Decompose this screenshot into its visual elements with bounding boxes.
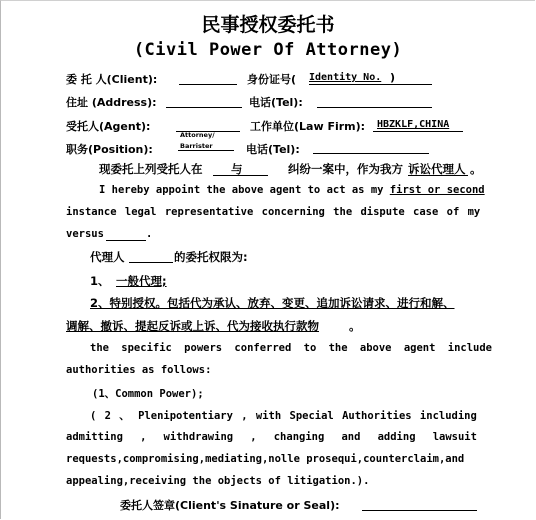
position-value-line1: Attorney/ bbox=[180, 131, 215, 139]
position-label: 职务(Position): bbox=[66, 143, 153, 156]
id-field[interactable] bbox=[309, 84, 432, 85]
pl2-word: and bbox=[341, 431, 361, 443]
appoint-cn-part1: 现委托上列受托人在 bbox=[99, 162, 203, 176]
address-field[interactable] bbox=[166, 107, 242, 108]
appoint-cn-end: 。 bbox=[470, 162, 482, 176]
pl2-word: withdrawing bbox=[163, 431, 234, 443]
item2-line2: 调解、撤诉、提起反诉或上诉、代为接收执行款物 bbox=[66, 319, 319, 333]
appoint-cn-part2: 纠纷一案中，作为我方 bbox=[288, 162, 403, 176]
item2-end: 。 bbox=[349, 319, 361, 333]
powers-agent-field[interactable] bbox=[129, 262, 173, 263]
tel-label: 电话(Tel): bbox=[249, 96, 303, 109]
powers-en-line1: the specific powers conferred to the above agent include bbox=[90, 342, 493, 354]
client-field[interactable] bbox=[179, 84, 237, 85]
appoint-en-line1 bbox=[99, 184, 485, 196]
appoint-cn-and: 与 bbox=[231, 162, 243, 176]
id-label: 身份证号( bbox=[247, 73, 297, 86]
powers-en-line2: authorities as follows: bbox=[66, 364, 212, 376]
agent-label: 受托人(Agent): bbox=[66, 120, 151, 133]
appoint-en-line2-text: instance legal representative concerning the dispute case of my bbox=[66, 206, 481, 218]
law-firm-label: 工作单位(Law Firm): bbox=[250, 120, 366, 133]
law-firm-field[interactable] bbox=[373, 131, 463, 132]
plenipotentiary-line2 bbox=[66, 431, 477, 443]
client-label: 委 托 人(Client): bbox=[66, 73, 158, 86]
powers-label-a: 代理人 bbox=[90, 250, 125, 264]
pl2-word: , bbox=[140, 431, 147, 443]
signature-label: 委托人签章(Client's Sinature or Seal): bbox=[120, 499, 340, 512]
appoint-en-line1-text: I hereby appoint the above agent to act as my bbox=[99, 184, 390, 196]
instance-choice: first or second bbox=[389, 184, 485, 196]
appoint-en-line3: versus bbox=[66, 228, 104, 240]
tel-field[interactable] bbox=[317, 107, 432, 108]
plenipotentiary-line4: appealing,receiving the objects of litigation.). bbox=[66, 475, 370, 487]
law-firm-value: HBZKLF,CHINA bbox=[377, 119, 450, 130]
item1-number: 1、 bbox=[90, 274, 110, 288]
powers-label-b: 的委托权限为: bbox=[174, 250, 248, 264]
tel2-field[interactable] bbox=[313, 153, 429, 154]
versus-field[interactable] bbox=[106, 240, 146, 241]
pl2-word: changing bbox=[273, 431, 325, 443]
tel2-label: 电话(Tel): bbox=[246, 143, 300, 156]
pl2-word: adding bbox=[377, 431, 416, 443]
appoint-en-line2 bbox=[66, 206, 481, 218]
item2-line1: 2、特别授权。包括代为承认、放弃、变更、追加诉讼请求、进行和解、 bbox=[90, 296, 455, 310]
item1-general-agency: 一般代理; bbox=[116, 274, 167, 288]
id-close: ) bbox=[390, 71, 396, 84]
document-title: 民事授权委托书 bbox=[201, 14, 335, 36]
pl2-word: , bbox=[250, 431, 257, 443]
address-label: 住址 (Address): bbox=[66, 96, 157, 109]
appoint-en-line3-end: . bbox=[146, 228, 153, 240]
id-value: Identity No. bbox=[309, 72, 382, 83]
pl2-word: lawsuit bbox=[432, 431, 477, 443]
signature-field[interactable] bbox=[362, 510, 477, 511]
appoint-cn-role: 诉讼代理人 bbox=[408, 162, 466, 176]
position-field[interactable] bbox=[178, 150, 234, 151]
document-subtitle: (Civil Power Of Attorney) bbox=[133, 40, 403, 60]
plenipotentiary-line1: ( 2 、 Plenipotentiary , with Special Authorities including bbox=[90, 410, 477, 422]
pl2-word: admitting bbox=[66, 431, 123, 443]
plenipotentiary-line3: requests,compromising,mediating,nolle prosequi,counterclaim,and bbox=[66, 453, 465, 465]
position-value-line2: Barrister bbox=[180, 142, 213, 150]
common-power: (1、Common Power); bbox=[92, 388, 204, 400]
